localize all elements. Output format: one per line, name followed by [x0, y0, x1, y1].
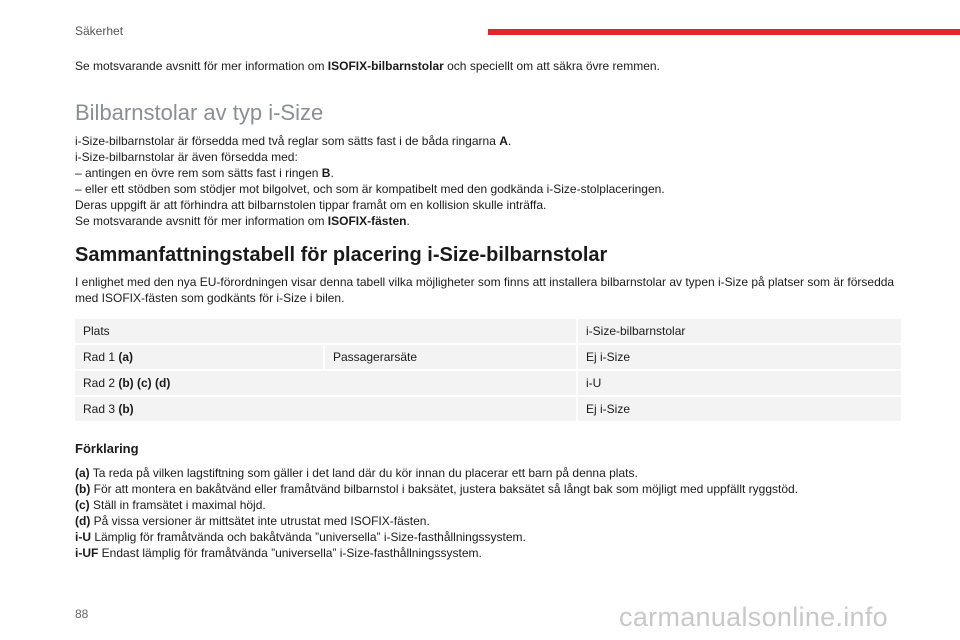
isize-line-6 — [75, 213, 905, 229]
isize-line-6-text: Se motsvarande avsnitt för mer information om — [75, 214, 328, 228]
table-header-row — [75, 319, 901, 343]
row3-place — [75, 397, 576, 421]
legend-item-iu — [75, 529, 905, 545]
row1-note: (a) — [118, 350, 134, 364]
isize-line-6-end: . — [406, 214, 410, 228]
legend-key-b: (b) — [75, 482, 91, 496]
isize-line-5: Deras uppgift är att förhindra att bilbarnstolen tippar framåt om en kollision skulle inträffa. — [75, 198, 547, 212]
ring-b-ref: B — [321, 166, 331, 180]
intro-text-end: och speciellt om att säkra övre remmen. — [443, 59, 660, 73]
isize-line-1 — [75, 133, 905, 149]
placement-table — [73, 317, 903, 423]
legend-text-a: Ta reda på vilken lagstiftning som gäller i det land där du kör innan du placerar ett barn på denna plats. — [89, 466, 638, 480]
ring-a-ref: A — [499, 134, 508, 148]
table-row — [75, 345, 901, 369]
page-content — [75, 58, 905, 561]
legend-text-iuf: Endast lämplig för framåtvända ”universella” i-Size-fasthållningssystem. — [98, 546, 482, 560]
legend-item-d — [75, 513, 905, 529]
isize-line-3 — [75, 165, 905, 181]
legend-text-c: Ställ in framsätet i maximal höjd. — [89, 498, 266, 512]
isofix-anchors-ref: ISOFIX-fästen — [327, 214, 407, 228]
header-cell-isize: i-Size-bilbarnstolar — [578, 319, 901, 343]
summary-paragraph: I enlighet med den nya EU-förordningen visar denna tabell vilka möjligheter som finns att installera bilbarnstolar av typen i-Size på platser som är försedda med ISOFIX-fästen som godkänts för i-Size i bilen. — [75, 275, 895, 305]
isize-line-3-end: . — [330, 166, 334, 180]
section-label: Säkerhet — [75, 24, 124, 38]
legend-text-b: För att montera en bakåtvänd eller framåtvänd bilbarnstol i baksätet, justera baksätet så långt bak som möjligt med uppfällt ryggstöd. — [90, 482, 799, 496]
row1-seat: Passagerarsäte — [325, 345, 576, 369]
watermark: carmanualsonline.info — [619, 602, 888, 632]
row2-value: i-U — [578, 371, 901, 395]
isize-line-2: i-Size-bilbarnstolar är även försedda med: — [75, 150, 298, 164]
legend-key-d: (d) — [75, 514, 91, 528]
legend-heading: Förklaring — [75, 441, 139, 456]
legend-text-d: På vissa versioner är mittsätet inte utrustat med ISOFIX-fästen. — [90, 514, 430, 528]
legend-item-b — [75, 481, 905, 497]
isize-line-3-text: – antingen en övre rem som sätts fast i ringen — [75, 166, 322, 180]
legend-key-a: (a) — [75, 466, 90, 480]
isize-line-1-text: i-Size-bilbarnstolar är försedda med två reglar som sätts fast i de båda ringarna — [75, 134, 500, 148]
legend-key-c: (c) — [75, 498, 90, 512]
intro-text: Se motsvarande avsnitt för mer information om — [75, 59, 328, 73]
row2-place — [75, 371, 576, 395]
isize-line-4: – eller ett stödben som stödjer mot bilgolvet, och som är kompatibelt med den godkända i-Size-stolplaceringen. — [75, 182, 665, 196]
isize-heading: Bilbarnstolar av typ i-Size — [75, 100, 324, 125]
row1-label: Rad 1 — [83, 350, 119, 364]
table-row — [75, 371, 901, 395]
row2-label: Rad 2 — [83, 376, 119, 390]
legend-item-c — [75, 497, 905, 513]
isofix-seats-ref: ISOFIX-bilbarnstolar — [327, 59, 444, 73]
row3-value: Ej i-Size — [578, 397, 901, 421]
isize-line-1-end: . — [507, 134, 512, 148]
row3-note: (b) — [118, 402, 134, 416]
legend-item-iuf — [75, 545, 905, 561]
header-cell-plats: Plats — [75, 319, 576, 343]
row1-place — [75, 345, 323, 369]
legend-key-iu: i-U — [75, 530, 91, 544]
row1-value: Ej i-Size — [578, 345, 901, 369]
legend-item-a — [75, 465, 905, 481]
intro-paragraph — [75, 58, 905, 74]
table-row — [75, 397, 901, 421]
section-accent-bar — [488, 29, 960, 35]
row2-notes: (b) (c) (d) — [118, 376, 171, 390]
row3-label: Rad 3 — [83, 402, 119, 416]
page-number: 88 — [75, 607, 89, 621]
legend-key-iuf: i-UF — [75, 546, 99, 560]
summary-heading: Sammanfattningstabell för placering i-Size-bilbarnstolar — [75, 244, 608, 266]
legend-text-iu: Lämplig för framåtvända och bakåtvända ”universella” i-Size-fasthållningssystem. — [91, 530, 526, 544]
